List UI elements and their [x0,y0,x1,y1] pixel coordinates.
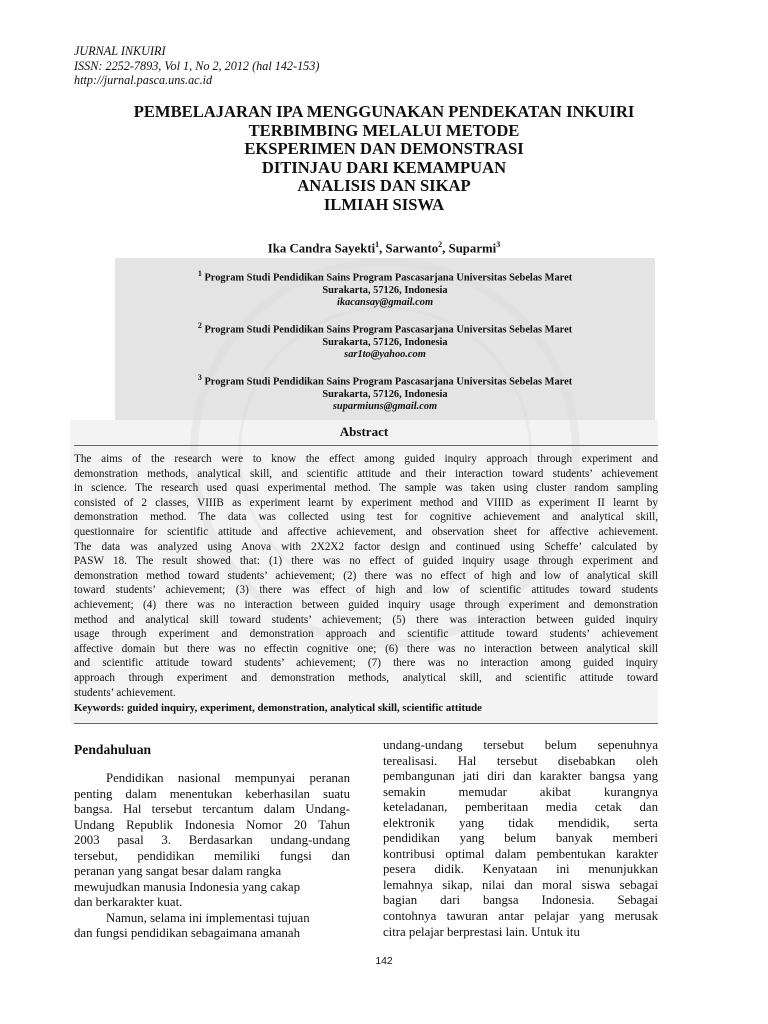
body-line: bangsa. Hal tersebut tercantum dalam Undang- [74,802,350,817]
affiliation [115,268,655,310]
affiliation-email: suparmiuns@gmail.com [332,401,438,413]
section-heading: Pendahuluan [74,742,152,757]
paper-title [74,103,694,215]
title-line: ILMIAH SISWA [323,194,445,214]
body-line: bagian dari bangsa Indonesia. Sebagai [383,893,658,908]
body-line: peranan yang sangat besar dalam rangka [74,864,282,879]
abstract-line: achievement; (4) there was no interaction between guided inquiry usage through experiment and demonstration [74,598,658,611]
author-list [74,240,694,256]
journal-name: JURNAL INKUIRI [74,44,166,58]
author-separator: , [442,241,449,256]
keywords: Keywords: guided inquiry, experiment, demonstration, analytical skill, scientific attitude [74,702,482,714]
body-line: Undang Republik Indonesia Nomor 20 Tahun [74,817,350,832]
body-line: Pendidikan nasional mempunyai peranan [106,771,350,785]
title-line: ANALISIS DAN SIKAP [297,176,471,196]
abstract-line: demonstration method. The data was collected using test for cognitive achievement and analytical skill, [74,511,658,524]
body-line: citra pelajar berprestasi lain. Untuk itu [383,924,580,939]
body-line: pendidikan yang belum banyak memberi [383,831,658,846]
body-line: penting dalam menentukan keberhasilan suatu [74,786,350,801]
affiliation-city: Surakarta, 57126, Indonesia [322,336,448,348]
abstract-line: students’ achievement. [74,686,176,699]
body-line: undang-undang tersebut belum sepenuhnya [383,738,658,752]
abstract-line: PASW 18. The result showed that: (1) there was no effect of guided inquiry usage through experiment and [74,555,658,568]
body-line: elektronik yang tidak mendidik, serta [383,815,658,830]
body-line: pembangunan jati diri dan karakter bangsa yang [383,769,658,784]
affiliation-program: Program Studi Pendidikan Sains Program Pascasarjana Universitas Sebelas Maret [204,324,573,336]
body-line: 2003 pasal 3. Berdasarkan undang-undang [74,833,350,848]
body-line: tersebut, pendidikan memiliki fungsi dan [74,848,350,863]
abstract-bottom-rule [74,723,658,724]
abstract-body [74,452,658,700]
abstract-line: and scientific attitude toward students’ achievement; (7) there was no interaction among guided inquiry [74,657,658,670]
body-line: dan fungsi pendidikan sebagaimana amanah [74,926,301,941]
abstract-line: The data was analyzed using Anova with 2X2X2 factor design and continued using Scheffe’ calculated by [74,540,658,553]
journal-header [74,44,319,88]
affiliation-city: Surakarta, 57126, Indonesia [322,388,448,400]
journal-url: http://jurnal.pasca.uns.ac.id [74,73,213,88]
affiliation [115,372,655,414]
author-name: Ika Candra Sayekti [267,241,376,256]
title-line: TERBIMBING MELALUI METODE [248,120,520,140]
author-affiliation-marker: 2 [438,240,443,249]
abstract-line: demonstration methods, analytical skill, and scientific attitude and their interaction toward students’ achievement [74,467,658,480]
body-line: dan berkarakter kuat. [74,895,183,910]
title-line: DITINJAU DARI KEMAMPUAN [261,157,507,177]
affiliation-email: ikacansay@gmail.com [336,297,434,309]
affiliation-number: 2 [197,321,202,330]
body-line: lemahnya sikap, nilai dan moral siswa sebagai [383,877,658,892]
abstract-line: usage through experiment and demonstration approach and scientific attitude toward students’ achievement [74,628,658,641]
abstract-line: questionnaire for scientific attitude and affective achievement, and observation sheet for affective achievement. [74,525,658,538]
affiliations-box [115,258,655,420]
body-line: contohnya tawuran antar pelajar yang merusak [383,909,658,924]
title-line: EKSPERIMEN DAN DEMONSTRASI [244,139,524,159]
page-number: 142 [375,956,393,967]
journal-issn: ISSN: 2252-7893, Vol 1, No 2, 2012 (hal 142-153) [74,58,320,73]
author-affiliation-marker: 3 [496,240,501,249]
author-name: Suparmi [448,241,497,256]
affiliation-program: Program Studi Pendidikan Sains Program Pascasarjana Universitas Sebelas Maret [204,272,573,284]
affiliation-number: 1 [197,269,202,278]
affiliation-city: Surakarta, 57126, Indonesia [322,284,448,296]
author-name: Sarwanto [385,241,439,256]
body-line: terealisasi. Hal tersebut disebabkan oleh [383,753,658,768]
body-line: keteladanan, pemberitaan media cetak dan [383,800,658,815]
affiliation-number: 3 [197,373,202,382]
body-line: pesera didik. Kenyataan ini menunjukkan [383,862,658,877]
body-line: semakin memudar akibat kurangnya [383,784,658,799]
body-line: Namun, selama ini implementasi tujuan [106,910,310,925]
abstract-line: in science. The research used quasi experimental method. The sample was taken using cluster random sampling [74,482,658,495]
body-line: kontribusi optimal dalam pembentukan karakter [383,846,658,861]
abstract-heading: Abstract [339,424,389,439]
abstract-line: consisted of 2 classes, VIIIB as experiment learnt by experiment method and VIIID as experiment II learnt by [74,496,658,509]
abstract-line: method and analytical skill toward students’ achievement; (5) there was interaction between guided inquiry [74,613,658,626]
abstract-top-rule [74,445,658,446]
title-line: PEMBELAJARAN IPA MENGGUNAKAN PENDEKATAN INKUIRI [133,102,635,121]
body-line: mewujudkan manusia Indonesia yang cakap [74,879,301,894]
left-column [74,771,350,942]
abstract-line: approach through experiment and demonstration methods, analytical skill, and scientific attitude toward [74,671,658,684]
abstract-line: toward students’ achievement; (3) there was effect of high and low of scientific attitudes toward students [74,584,658,597]
abstract-line: demonstration method toward students’ achievement; (2) there was no effect of high and low of analytical skill [74,569,658,582]
affiliation-email: sar1to@yahoo.com [344,349,426,361]
affiliation [115,320,655,362]
affiliation-program: Program Studi Pendidikan Sains Program Pascasarjana Universitas Sebelas Maret [204,376,573,388]
abstract-line: The aims of the research were to know the effect among guided inquiry approach through experiment and [74,453,658,465]
author-separator: , [379,241,386,256]
abstract-line: affective domain but there was no effectin cognitive one; (6) there was no interaction between analytical skill [74,642,658,655]
right-column [383,738,658,940]
author-affiliation-marker: 1 [375,240,380,249]
